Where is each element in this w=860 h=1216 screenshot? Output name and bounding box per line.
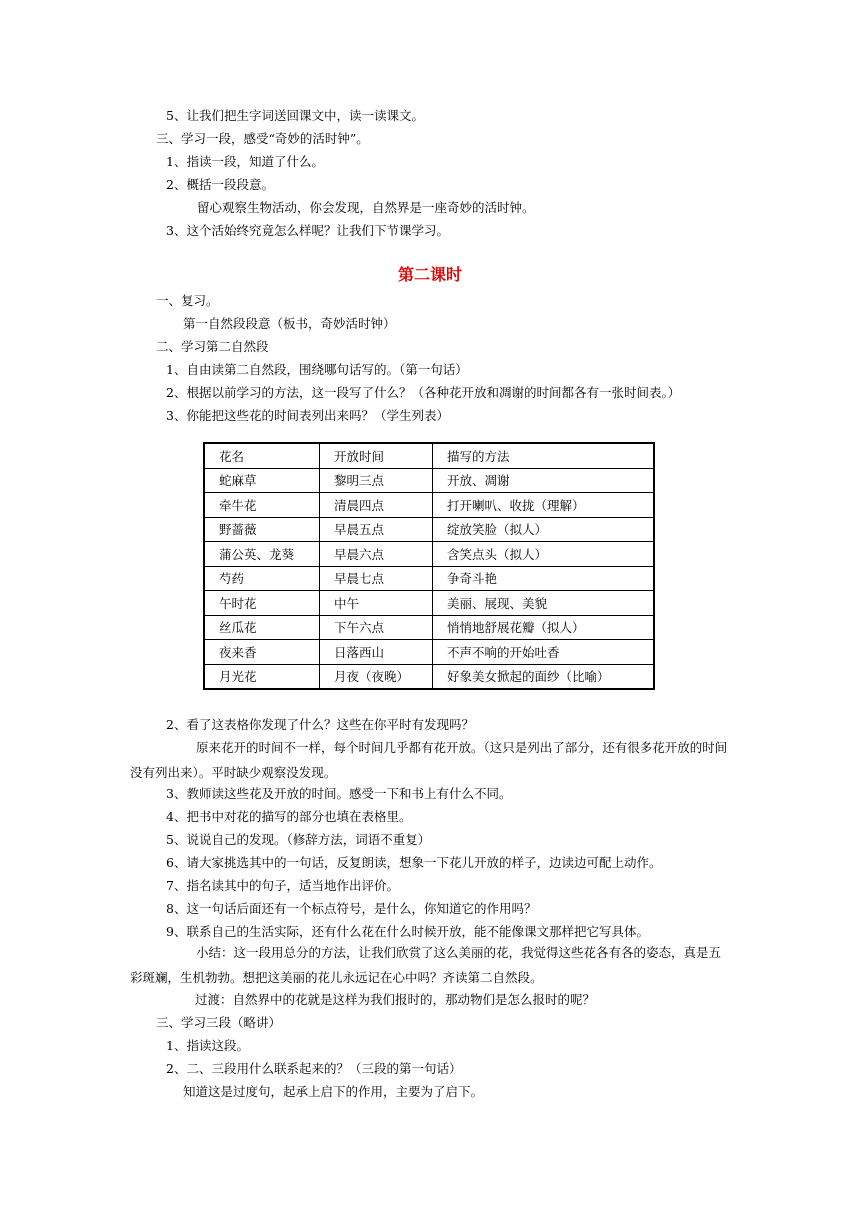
list-item: 7、指名读其中的句子，适当地作出评价。 — [166, 878, 399, 893]
header-open-time: 开放时间 — [320, 443, 433, 468]
description: 美丽、展现、美貌 — [433, 591, 655, 616]
flower-name: 芍药 — [204, 566, 320, 591]
list-item: 4、把书中对花的描写的部分也填在表格里。 — [166, 809, 412, 824]
open-time: 下午六点 — [320, 615, 433, 640]
summary-paragraph: 小结：这一段用总分的方法，让我们欣赏了这么美丽的花，我觉得这些花各有各的姿态，真是五彩斑斓，生机勃勃。想把这美丽的花儿永远记在心中吗？齐读第二自然段。 — [130, 945, 722, 985]
open-time: 日落西山 — [320, 640, 433, 665]
review-title: 一、复习。 — [156, 293, 219, 308]
description: 不声不响的开始吐香 — [433, 640, 655, 665]
table-row — [204, 468, 654, 493]
open-time: 早晨七点 — [320, 566, 433, 591]
flower-name: 月光花 — [204, 664, 320, 689]
table-row — [204, 517, 654, 542]
paragraph-meaning: 留心观察生物活动，你会发现，自然界是一座奇妙的活时钟。 — [197, 200, 535, 215]
description: 争奇斗艳 — [433, 566, 655, 591]
table-row — [204, 591, 654, 616]
flower-name: 午时花 — [204, 591, 320, 616]
flower-name: 牵牛花 — [204, 493, 320, 518]
section-three-title: 三、学习一段，感受“奇妙的活时钟”。 — [156, 131, 369, 146]
list-item: 6、请大家挑选其中的一句话，反复朗读，想象一下花儿开放的样子，边读边可配上动作。 — [166, 855, 662, 870]
list-item: 5、说说自己的发现。（修辞方法，词语不重复） — [166, 832, 431, 847]
list-item: 3、教师读这些花及开放的时间。感受一下和书上有什么不同。 — [166, 786, 512, 801]
list-item: 8、这一句话后面还有一个标点符号，是什么，你知道它的作用吗？ — [166, 901, 537, 916]
description: 打开喇叭、收拢（理解） — [433, 493, 655, 518]
section-two-title: 二、学习第二自然段 — [156, 339, 269, 354]
description: 开放、凋谢 — [433, 468, 655, 493]
section-three-step-2: 2、二、三段用什么联系起来的？（三段的第一句话） — [166, 1061, 462, 1076]
step-next-class: 3、这个活始终究竟怎么样呢？让我们下节课学习。 — [166, 223, 449, 238]
step-read-paragraph: 1、指读一段，知道了什么。 — [166, 154, 324, 169]
section-three-brief-title: 三、学习三段（略讲） — [156, 1015, 282, 1030]
transition-sentence-note: 知道这是过度句，起承上启下的作用，主要为了启下。 — [183, 1084, 484, 1099]
step-list-table: 3、你能把这些花的时间表列出来吗？（学生列表） — [166, 408, 449, 423]
open-time: 月夜（夜晚） — [320, 664, 433, 689]
table-row — [204, 493, 654, 518]
review-content: 第一自然段段意（板书，奇妙活时钟） — [183, 316, 396, 331]
flower-name: 蛇麻草 — [204, 468, 320, 493]
flower-name: 蒲公英、龙葵 — [204, 542, 320, 567]
table-row — [204, 615, 654, 640]
open-time: 中午 — [320, 591, 433, 616]
lesson-heading: 第二课时 — [397, 265, 462, 284]
description: 绽放笑脸（拟人） — [433, 517, 655, 542]
header-flower-name: 花名 — [204, 443, 320, 468]
lesson-step-5: 5、让我们把生字词送回课文中，读一读课文。 — [166, 108, 424, 123]
list-item: 9、联系自己的生活实际，还有什么花在什么时候开放，能不能像课文那样把它写具体。 — [166, 924, 649, 939]
flower-time-table — [203, 442, 655, 690]
step-free-read: 1、自由读第二自然段，围绕哪句话写的。（第一句话） — [166, 362, 468, 377]
open-time: 早晨五点 — [320, 517, 433, 542]
section-three-step-1: 1、指读这段。 — [166, 1038, 249, 1053]
description: 悄悄地舒展花瓣（拟人） — [433, 615, 655, 640]
description: 含笑点头（拟人） — [433, 542, 655, 567]
table-header-row — [204, 443, 654, 468]
open-time: 黎明三点 — [320, 468, 433, 493]
table-row — [204, 640, 654, 665]
question-table-findings: 2、看了这表格你发现了什么？这些在你平时有发现吗？ — [166, 717, 474, 732]
table-row — [204, 542, 654, 567]
step-summarize: 2、概括一段段意。 — [166, 177, 274, 192]
table-row — [204, 664, 654, 689]
transition-line: 过渡：自然界中的花就是这样为我们报时的，那动物们是怎么报时的呢？ — [195, 992, 596, 1007]
flower-name: 夜来香 — [204, 640, 320, 665]
description: 好象美女掀起的面纱（比喻） — [433, 664, 655, 689]
answer-paragraph: 原来花开的时间不一样，每个时间几乎都有花开放。（这只是列出了部分，还有很多花开放的时间没有列出来）。平时缺少观察没发现。 — [130, 740, 728, 780]
open-time: 清晨四点 — [320, 493, 433, 518]
step-what-written: 2、根据以前学习的方法，这一段写了什么？（各种花开放和凋谢的时间都各有一张时间表。） — [166, 385, 681, 400]
header-description: 描写的方法 — [433, 443, 655, 468]
open-time: 早晨六点 — [320, 542, 433, 567]
flower-name: 丝瓜花 — [204, 615, 320, 640]
table-row — [204, 566, 654, 591]
flower-name: 野蔷薇 — [204, 517, 320, 542]
